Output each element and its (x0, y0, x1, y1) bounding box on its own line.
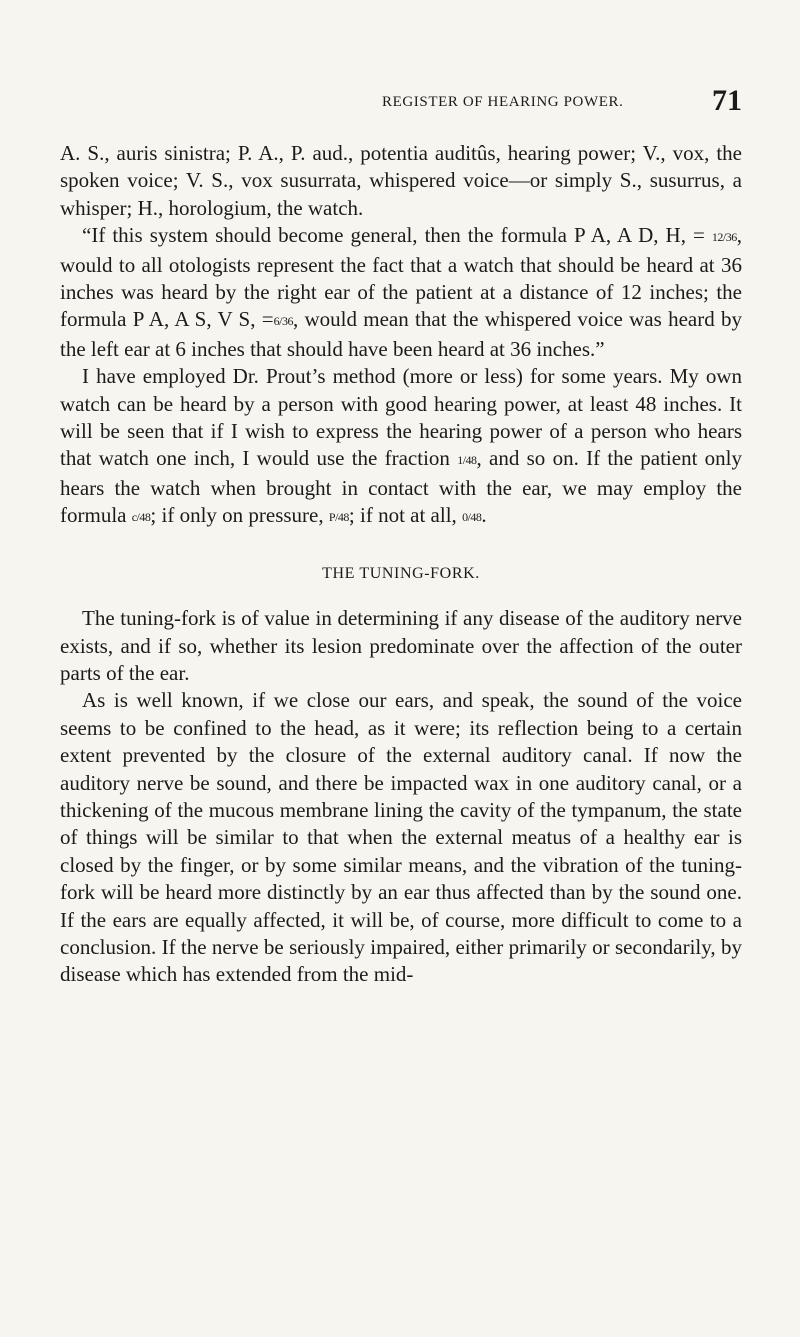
section-heading: THE TUNING-FORK. (322, 564, 480, 582)
page-number: 71 (712, 84, 742, 117)
running-head: REGISTER OF HEARING POWER. (382, 94, 624, 110)
fraction: 1/48 (457, 453, 477, 468)
paragraph-tuning-fork-value: The tuning-fork is of value in determining if any disease of the auditory nerve exists, and if so, whether its lesion predominate over the affection of the outer parts of the ear. (60, 606, 742, 685)
text-run: , and so on. If the patient only hears the watch when brought in contact with the ear, we may employ the formula (60, 446, 742, 528)
fraction: P/48 (328, 510, 349, 525)
text-run: “If this system should become general, then the formula P A, A D, H, = (82, 223, 712, 248)
fraction: c/48 (131, 510, 151, 525)
paragraph-abbreviations: A. S., auris sinistra; P. A., P. aud., potentia auditûs, hearing power; V., vox, the spoken voice; V. S., vox susurrata, whispered voice—or simply S., susurrus, a whisper; H., horologium, the watch. (60, 141, 742, 220)
page-body (60, 140, 742, 989)
fraction: 0/48 (462, 510, 482, 525)
text-run: I have employed Dr. Prout’s method (more or less) for some years. My own watch can be heard by a person with good hearing power, at least 48 inches. It will be seen that if I wish to express the hearing power of a person who hears that watch one inch, I would use the fraction (60, 364, 742, 471)
text-run: ; if not at all, (348, 503, 463, 528)
text-run: , would to all otologists represent the fact that a watch that should be heard at 36 inches was heard by the right ear of the patient at a distance of 12 inches; the formula P A, A S, V S, = (60, 223, 742, 332)
paragraph-prout-method (60, 363, 742, 531)
text-run: , would mean that the whispered voice was heard by the left ear at 6 inches that should have been heard at 36 inches.” (60, 307, 742, 361)
fraction: 12/36 (711, 230, 737, 245)
page-header (382, 84, 742, 124)
paragraph-formula-quote (60, 222, 742, 363)
text-run: ; if only on pressure, (150, 503, 329, 528)
fraction: 6/36 (273, 314, 293, 329)
text-run: . (481, 503, 487, 528)
paragraph-tuning-fork-method: As is well known, if we close our ears, and speak, the sound of the voice seems to be confined to the head, as it were; its reflection being to a certain extent prevented by the closure of the external auditory canal. If now the auditory nerve be sound, and there be impacted wax in one auditory canal, or a thickening of the mucous membrane lining the cavity of the tympanum, the state of things will be similar to that when the external meatus of a healthy ear is closed by the finger, or by some similar means, and the vibration of the tuning-fork will be heard more distinctly by an ear thus affected than by the sound one. If the ears are equally affected, it will be, of course, more difficult to come to a conclusion. If the nerve be seriously impaired, either primarily or secondarily, by disease which has extended from the mid- (60, 688, 742, 987)
